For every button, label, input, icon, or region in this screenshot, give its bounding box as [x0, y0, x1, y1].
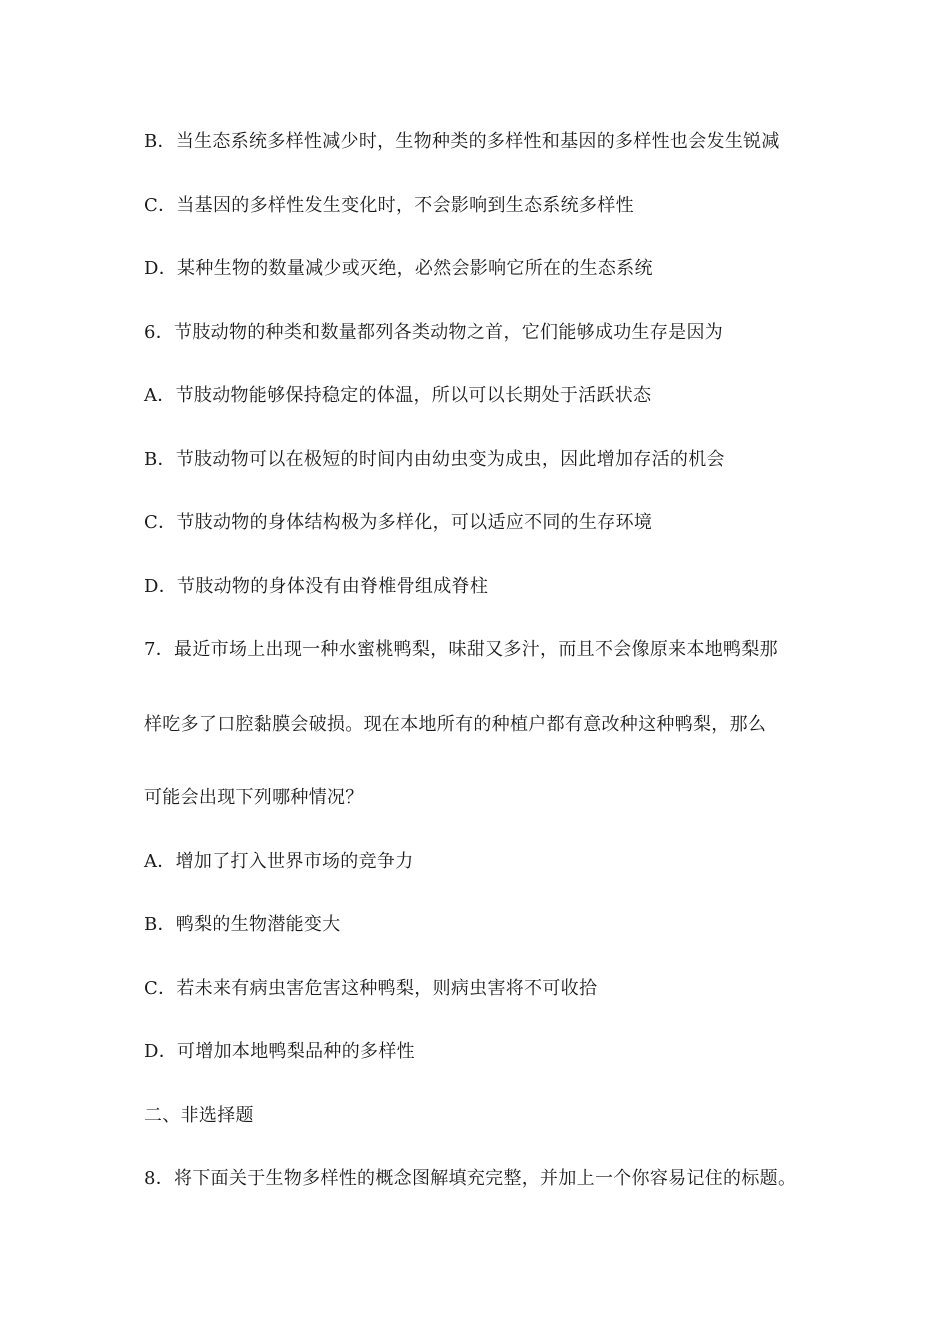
question-7-stem-line-2: 样吃多了口腔黏膜会破损。现在本地所有的种植户都有意改种这种鸭梨，那么 — [144, 714, 767, 735]
q5-option-c: C．当基因的多样性发生变化时，不会影响到生态系统多样性 — [144, 195, 634, 216]
q6-option-b: B．节肢动物可以在极短的时间内由幼虫变为成虫，因此增加存活的机会 — [144, 449, 725, 470]
section-heading-non-choice: 二、非选择题 — [144, 1105, 254, 1126]
q5-option-b: B．当生态系统多样性减少时，生物种类的多样性和基因的多样性也会发生锐减 — [144, 131, 780, 152]
q7-option-a: A．增加了打入世界市场的竞争力 — [144, 851, 414, 872]
q7-option-d: D．可增加本地鸭梨品种的多样性 — [144, 1041, 415, 1062]
q6-option-a: A．节肢动物能够保持稳定的体温，所以可以长期处于活跃状态 — [144, 385, 652, 406]
q7-option-c: C．若未来有病虫害危害这种鸭梨，则病虫害将不可收拾 — [144, 978, 598, 999]
question-7-stem-line-1: 7．最近市场上出现一种水蜜桃鸭梨，味甜又多汁，而且不会像原来本地鸭梨那 — [144, 639, 778, 660]
question-6-stem: 6．节肢动物的种类和数量都列各类动物之首，它们能够成功生存是因为 — [144, 322, 724, 343]
question-8-stem: 8．将下面关于生物多样性的概念图解填充完整，并加上一个你容易记住的标题。 — [144, 1168, 797, 1189]
question-7-stem-line-3: 可能会出现下列哪种情况？ — [144, 787, 364, 808]
q5-option-d: D．某种生物的数量减少或灭绝，必然会影响它所在的生态系统 — [144, 258, 653, 279]
q7-option-b: B．鸭梨的生物潜能变大 — [144, 914, 341, 935]
q6-option-d: D．节肢动物的身体没有由脊椎骨组成脊柱 — [144, 576, 489, 597]
q6-option-c: C．节肢动物的身体结构极为多样化，可以适应不同的生存环境 — [144, 512, 653, 533]
